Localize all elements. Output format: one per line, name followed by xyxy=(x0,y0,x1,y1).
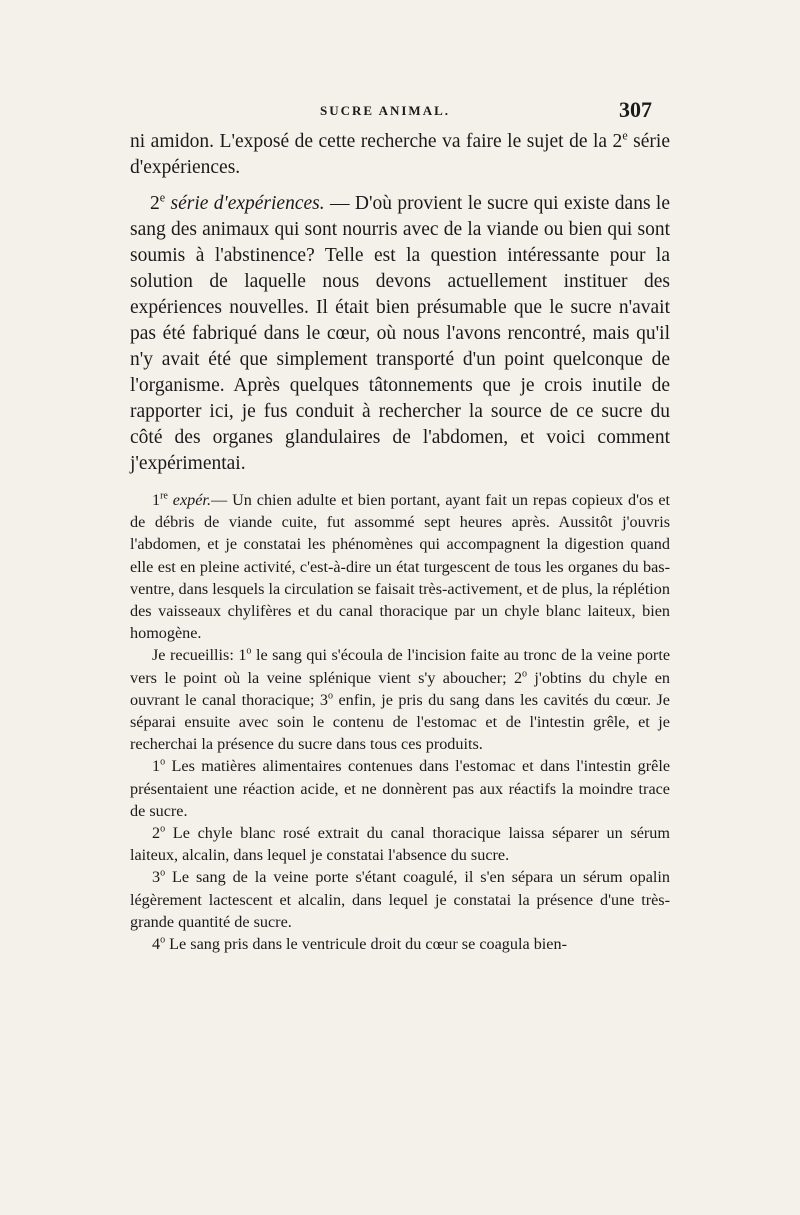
experiment-number: 1 xyxy=(152,491,161,509)
paragraph-5-num: 1 xyxy=(152,757,161,776)
paragraph-6-text: Le chyle blanc rosé extrait du canal thoracique laissa séparer un sérum laiteux, alcalin, dans lequel je constatai l'absence du sucre. xyxy=(130,824,670,865)
series-heading: série d'expériences. xyxy=(165,193,325,214)
paragraph-1-sup: e xyxy=(622,128,628,143)
paragraph-2 xyxy=(130,191,670,477)
paragraph-3-text: — Un chien adulte et bien portant, ayant fait un repas copieux d'os et de débris de viande cuite, fut assommé sept heures après. Aussitôt j'ouvris l'abdomen, et je constatai les phénomènes qui accompagnent la digestion quand elle est en pleine activité, c'est-à-dire un état turgescent de tous les organes du bas-ventre, dans lesquels la circulation se faisait très-activement, et de plus, la réplétion des vaisseaux chylifères et du canal thoracique par un chyle blanc laiteux, bien homogène. xyxy=(130,491,671,643)
paragraph-1-tail: série d'expériences. xyxy=(130,131,670,178)
paragraph-1 xyxy=(130,129,670,181)
paragraph-4 xyxy=(130,644,670,755)
paragraph-4-text-3: j'obtins du chyle en ouvrant le canal thoracique; 3 xyxy=(130,668,670,709)
paragraph-4-sup-2: o xyxy=(522,668,528,680)
paragraph-5 xyxy=(130,755,670,822)
paragraph-7-sup: o xyxy=(160,868,166,880)
paragraph-5-sup: o xyxy=(160,757,166,769)
paragraph-6 xyxy=(130,822,670,866)
series-number: 2 xyxy=(150,193,160,214)
paragraph-3 xyxy=(130,489,670,644)
running-title: SUCRE ANIMAL. xyxy=(320,103,451,118)
page xyxy=(130,95,670,955)
paragraph-4-sup-3: o xyxy=(328,690,334,702)
page-header xyxy=(130,95,670,127)
paragraph-2-text: — D'où provient le sucre qui existe dans le sang des animaux qui sont nourris avec de la viande ou bien qui sont soumis à l'abstinence? Telle est la question intéressante pour la solution de laquelle nous devons actuellement instituer des expériences nouvelles. Il était bien présumable que le sucre n'avait pas été fabriqué dans le cœur, où nous l'avons rencontré, mais qu'il n'y avait été que simplement transporté d'un point quelconque de l'organisme. Après quelques tâtonnements que je crois inutile de rapporter ici, je fus conduit à rechercher la source de ce sucre du côté des organes glandulaires de l'abdomen, et voici comment j'expérimentai. xyxy=(130,193,670,474)
experiment-text xyxy=(130,489,670,955)
paragraph-8-text: Le sang pris dans le ventricule droit du cœur se coagula bien- xyxy=(165,935,567,954)
experiment-sup: re xyxy=(160,490,168,502)
experiment-heading: expér. xyxy=(167,491,211,509)
paragraph-8-sup: o xyxy=(160,934,166,946)
paragraph-1-text: ni amidon. L'exposé de cette recherche va faire le sujet de la 2 xyxy=(130,131,623,152)
paragraph-6-num: 2 xyxy=(152,824,161,843)
paragraph-6-sup: o xyxy=(160,823,166,835)
paragraph-8 xyxy=(130,933,670,955)
paragraph-4-text-2: le sang qui s'écoula de l'incision faite au tronc de la veine porte vers le point où la veine splénique vient s'y aboucher; 2 xyxy=(130,646,671,687)
page-number: 307 xyxy=(619,97,652,122)
paragraph-4-text-1: Je recueillis: 1 xyxy=(152,646,247,665)
paragraph-7 xyxy=(130,866,670,933)
main-text xyxy=(130,129,670,477)
paragraph-8-num: 4 xyxy=(152,935,161,954)
paragraph-7-num: 3 xyxy=(152,868,161,887)
paragraph-4-text-4: enfin, je pris du sang dans les cavités du cœur. Je séparai ensuite avec soin le contenu de l'estomac et de l'intestin grêle, et je recherchai la présence du sucre dans tous ces produits. xyxy=(130,690,670,754)
series-sup: e xyxy=(159,190,166,205)
paragraph-4-sup-1: o xyxy=(246,646,252,658)
paragraph-7-text: Le sang de la veine porte s'étant coagulé, il s'en sépara un sérum opalin légèrement lactescent et alcalin, dans lequel je constatai la présence d'une très-grande quantité de sucre. xyxy=(130,868,670,931)
paragraph-5-text: Les matières alimentaires contenues dans l'estomac et dans l'intestin grêle présentaient une réaction acide, et ne donnèrent pas aux réactifs la moindre trace de sucre. xyxy=(130,757,670,820)
